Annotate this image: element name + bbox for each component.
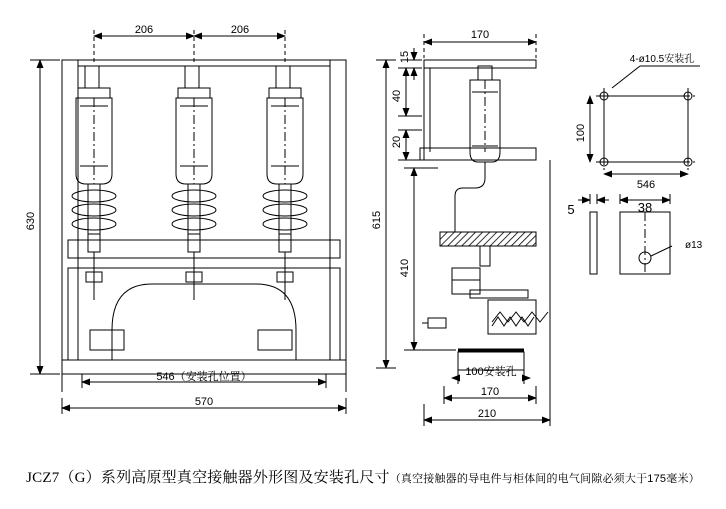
- dim-hp-100: 100: [575, 123, 587, 143]
- dim-210: 210: [477, 408, 497, 420]
- dim-40: 40: [391, 89, 403, 103]
- dim-side-top-width: 170: [470, 29, 490, 41]
- caption-title: JCZ7（G）系列高原型真空接触器外形图及安装孔尺寸: [26, 470, 390, 486]
- dim-mount-hole-100: 100安装孔: [465, 366, 517, 378]
- dim-plate-width: 38: [637, 200, 653, 215]
- dim-height-630: 630: [25, 211, 37, 231]
- dim-615: 615: [371, 210, 383, 230]
- dim-pitch-2: 206: [230, 24, 250, 36]
- dim-width-570: 570: [194, 396, 214, 408]
- dim-plate-thickness: 5: [567, 202, 575, 217]
- dim-410: 410: [399, 258, 411, 278]
- dim-plate-hole: ø13: [685, 240, 703, 251]
- dim-15: 15: [399, 50, 411, 64]
- dim-hp-546: 546: [636, 179, 656, 191]
- dim-pitch-1: 206: [134, 24, 154, 36]
- dim-mount-546: 546（安装孔位置）: [156, 371, 252, 383]
- figure-caption: [0, 466, 726, 487]
- label-4-holes: 4-ø10.5安装孔: [629, 54, 695, 65]
- caption-note: （真空接触器的导电件与柜体间的电气间隙必须大于175毫米）: [389, 473, 700, 485]
- dim-170: 170: [480, 386, 500, 398]
- dim-20: 20: [391, 135, 403, 149]
